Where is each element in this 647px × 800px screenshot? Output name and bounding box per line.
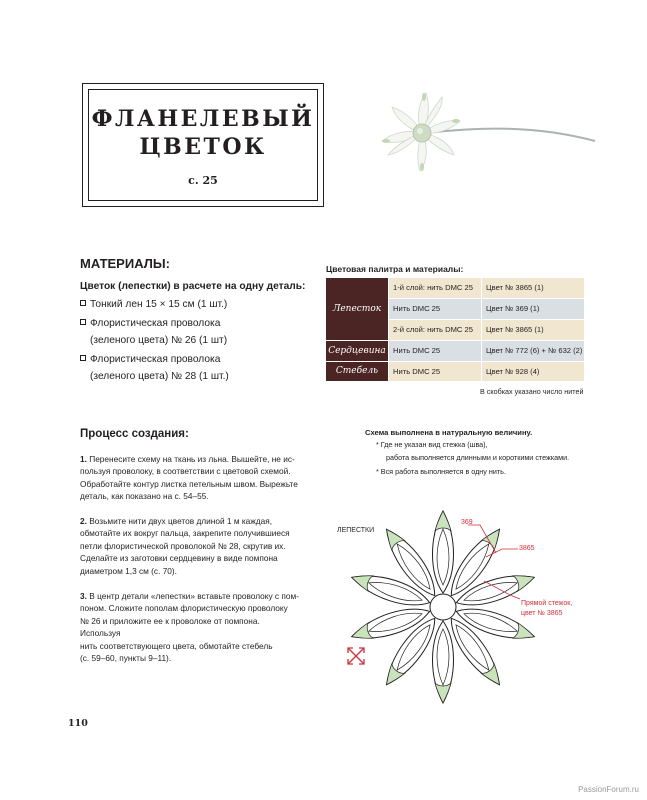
materials-item-continuation: (зеленого цвета) № 28 (1 шт.) — [90, 371, 229, 382]
palette-title: Цветовая палитра и материалы: — [326, 264, 464, 274]
square-bullet-icon — [80, 319, 86, 325]
process-step-3: 3. В центр детали «лепестки» вставьте проволоку с пом- поном. Сложите пополам флористическую проволоку № 26 и приложите ее к проволоке от помпона. Используя нить соответствующего цвета, обмотайте стебель (с. 59–60, пункты 9–11). — [80, 591, 299, 664]
palette-color-cell: Цвет № 928 (4) — [482, 362, 584, 381]
grain-direction-icon — [345, 645, 367, 667]
palette-material-cell: Нить DMC 25 — [389, 341, 481, 361]
materials-item: Флористическая проволока — [80, 351, 220, 368]
scheme-note: * Где не указан вид стежка (шва), — [376, 440, 488, 449]
watermark: PassionForum.ru — [578, 785, 639, 794]
palette-material-cell: 2-й слой: нить DMC 25 — [389, 320, 481, 340]
process-heading: Процесс создания: — [80, 428, 189, 440]
title-page-ref: с. 25 — [188, 174, 218, 187]
square-bullet-icon — [80, 300, 86, 306]
title-line-1: ФЛАНЕЛЕВЫЙ — [91, 106, 315, 132]
materials-item-continuation: (зеленого цвета) № 26 (1 шт) — [90, 335, 228, 346]
palette-label-stem: Стебель — [326, 362, 388, 381]
title-line-2: ЦВЕТОК — [139, 134, 267, 160]
flower-photo — [360, 75, 600, 195]
palette-label-center: Сердцевина — [326, 341, 388, 361]
callout-stitch-line2: цвет № 3865 — [521, 610, 563, 617]
materials-heading: МАТЕРИАЛЫ: — [80, 256, 170, 271]
materials-item: Тонкий лен 15 × 15 см (1 шт.) — [80, 296, 227, 313]
scheme-note: работа выполняется длинными и короткими стежками. — [386, 453, 570, 462]
palette-color-cell: Цвет № 772 (6) + № 632 (2) — [482, 341, 584, 361]
palette-material-cell: Нить DMC 25 — [389, 299, 481, 319]
palette-color-cell: Цвет № 3865 (1) — [482, 278, 584, 298]
page-number: 110 — [68, 718, 88, 729]
scheme-note: * Вся работа выполняется в одну нить. — [376, 467, 506, 476]
callout-stitch-line1: Прямой стежок, — [521, 600, 573, 607]
scheme-label: ЛЕПЕСТКИ — [337, 527, 375, 534]
petal — [433, 621, 454, 703]
palette-note: В скобках указано число нитей — [480, 387, 584, 396]
palette-material-cell: Нить DMC 25 — [389, 362, 481, 381]
callout-3865: 3865 — [519, 545, 535, 552]
callout-lines — [440, 515, 580, 625]
scheme-title: Схема выполнена в натуральную величину. — [365, 428, 533, 437]
square-bullet-icon — [80, 355, 86, 361]
materials-item: Флористическая проволока — [80, 315, 220, 332]
palette-material-cell: 1-й слой: нить DMC 25 — [389, 278, 481, 298]
palette-color-cell: Цвет № 3865 (1) — [482, 320, 584, 340]
materials-subheading: Цветок (лепестки) в расчете на одну деталь: — [80, 281, 306, 292]
process-step-2: 2. Возьмите нити двух цветов длиной 1 м каждая, обмотайте их вокруг пальца, закрепите получившиеся петли флористической проволокой № 28, скрутив их. Сделайте из заготовки сердцевину в виде помпона диаметром 1,3 см (с. 70). — [80, 516, 290, 576]
callout-369: 369 — [461, 519, 473, 526]
process-step-1: 1. Перенесите схему на ткань из льна. Вышейте, не ис- пользуя проволоку, в соответствии с цветовой схемой. Обработайте контур листка петельным швом. Вырежьте деталь, как показано на с. 54–55. — [80, 454, 298, 502]
palette-label-petal: Лепесток — [326, 278, 388, 340]
flower-stem — [425, 129, 595, 141]
palette-color-cell: Цвет № 369 (1) — [482, 299, 584, 319]
flower-petals — [382, 93, 460, 171]
title-box — [82, 83, 324, 207]
